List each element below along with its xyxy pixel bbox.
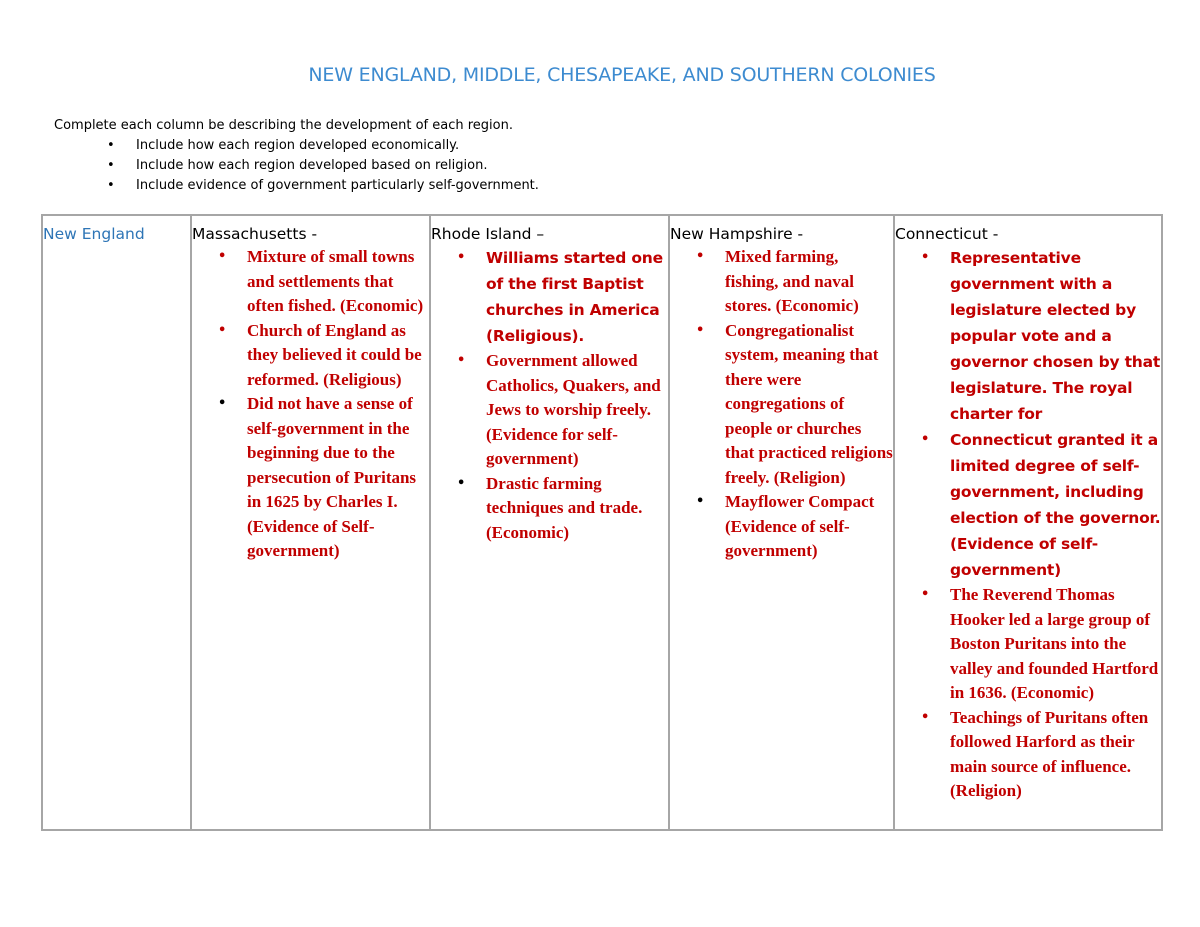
list-item: • Church of England as they believed it could be reformed. (Religious) [218, 320, 422, 389]
list-item: • Mixture of small towns and settlements that often fished. (Economic) [218, 247, 424, 315]
list-item: • Mayflower Compact (Evidence of self-government) [696, 492, 875, 560]
list-item: • Congregationalist system, meaning that there were congregations of people or churches that practiced religions freely. (Religion) [696, 320, 893, 487]
column-rhode-island [430, 215, 669, 830]
list-item: • Did not have a sense of self-government in the beginning due to the persecution of Puritans in 1625 by Charles I. (Evidence of Self-government) [218, 394, 417, 560]
instruction-item: • Include evidence of government particularly self-government. [54, 176, 539, 196]
bullet-icon: • [107, 158, 115, 173]
page-title: NEW ENGLAND, MIDDLE, CHESAPEAKE, AND SOUTHERN COLONIES [308, 64, 936, 86]
bullet-list [192, 245, 429, 564]
bullet-icon: • [696, 249, 705, 264]
bullet-icon: • [218, 396, 227, 411]
list-item: • Teachings of Puritans often followed Harford as their main source of influence. (Religion) [921, 707, 1149, 800]
list-item: • Connecticut granted it a limited degree of self-government, including election of the governor. (Evidence of self-government) [895, 427, 1161, 583]
table-row [42, 215, 1162, 830]
bullet-icon: • [921, 587, 930, 602]
region-cell [42, 215, 191, 830]
list-item: • Government allowed Catholics, Quakers, and Jews to worship freely. (Evidence for self-government) [457, 351, 661, 468]
bullet-icon: • [696, 322, 705, 338]
bullet-icon: • [218, 322, 227, 338]
column-connecticut [894, 215, 1162, 830]
bullet-icon: • [457, 353, 466, 368]
region-label: New England [43, 225, 145, 243]
bullet-list [431, 245, 668, 545]
list-item: • The Reverend Thomas Hooker led a large group of Boston Puritans into the valley and founded Hartford in 1636. (Economic) [921, 585, 1159, 702]
bullet-icon: • [921, 709, 930, 725]
list-item: • Mixed farming, fishing, and naval stores. (Economic) [696, 247, 859, 315]
bullet-icon: • [921, 250, 930, 265]
instructions [54, 116, 539, 196]
bullet-icon: • [696, 494, 705, 509]
instructions-lead: Complete each column be describing the development of each region. [54, 118, 513, 133]
column-heading: New Hampshire - [670, 225, 804, 243]
column-heading: Connecticut - [895, 225, 999, 243]
bullet-list [670, 245, 893, 564]
bullet-icon: • [107, 138, 115, 153]
instruction-item: • Include how each region developed economically. [54, 136, 539, 156]
instructions-list [54, 136, 539, 196]
column-new-hampshire [669, 215, 894, 830]
list-item: • Drastic farming techniques and trade. (Economic) [457, 473, 643, 542]
list-item: • Williams started one of the first Baptist churches in America (Religious). [431, 245, 668, 349]
column-heading: Rhode Island – [431, 225, 545, 243]
colonies-table [41, 214, 1163, 831]
bullet-icon: • [457, 250, 466, 265]
bullet-icon: • [457, 475, 466, 491]
bullet-icon: • [107, 178, 115, 193]
instruction-item: • Include how each region developed based on religion. [54, 156, 539, 176]
bullet-icon: • [218, 249, 227, 264]
bullet-icon: • [921, 432, 930, 447]
column-massachusetts [191, 215, 430, 830]
list-item: • Representative government with a legislature elected by popular vote and a governor chosen by that legislature. The royal charter for [895, 245, 1161, 427]
bullet-list [895, 245, 1161, 804]
column-heading: Massachusetts - [192, 225, 318, 243]
